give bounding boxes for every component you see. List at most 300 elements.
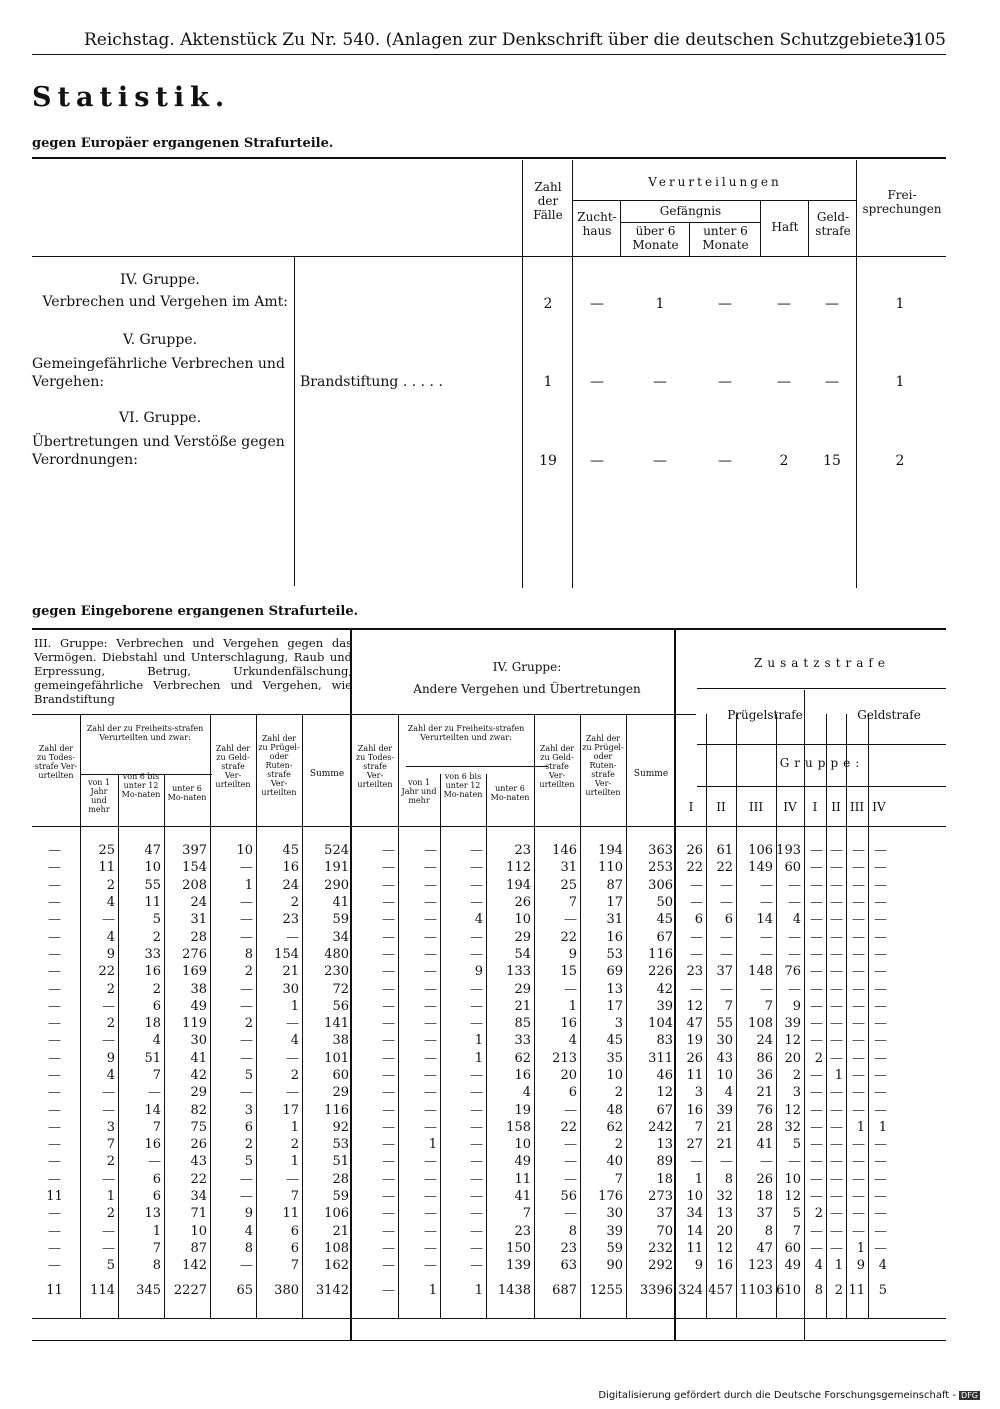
table-cell: 7 <box>614 1171 623 1187</box>
table-cell: 39 <box>716 1102 733 1118</box>
table-cell: 4 <box>244 1223 253 1239</box>
s1-value-cell: 15 <box>823 453 841 469</box>
table-cell: 150 <box>506 1240 531 1256</box>
s1-hline-verurt <box>573 200 856 201</box>
table-cell: 3 <box>106 1119 115 1135</box>
table-row <box>32 1084 890 1101</box>
table-cell: 30 <box>606 1206 623 1222</box>
table-cell: — <box>102 1102 115 1118</box>
table-cell: 7 <box>290 1189 299 1205</box>
s1-col-geldstrafe: Geld-strafe <box>815 210 851 238</box>
table-cell: 30 <box>282 981 299 997</box>
table-cell: — <box>240 1171 253 1187</box>
table-row <box>32 894 890 911</box>
table-cell: 25 <box>98 843 115 859</box>
table-cell: 1 <box>244 877 253 893</box>
table-cell: 59 <box>332 912 349 928</box>
s2-hline-gruppe <box>697 786 946 787</box>
table-cell: 273 <box>648 1189 673 1205</box>
table-row <box>32 1067 890 1084</box>
table-cell: 24 <box>756 1033 773 1049</box>
table-cell: — <box>424 1033 437 1049</box>
table-cell: 24 <box>190 895 207 911</box>
s2-hline-pruegel <box>697 744 946 745</box>
table-cell: 16 <box>560 1016 577 1032</box>
table-cell: — <box>240 998 253 1014</box>
table-cell: — <box>382 1240 395 1256</box>
table-cell: 8 <box>244 1240 253 1256</box>
table-cell: 11 <box>144 895 161 911</box>
table-cell: — <box>788 895 801 911</box>
table-cell: — <box>830 946 843 962</box>
table-cell: 38 <box>332 1033 349 1049</box>
table-cell: 4 <box>814 1258 823 1274</box>
table-cell: 2 <box>834 1282 843 1298</box>
table-cell: — <box>240 929 253 945</box>
table-cell: 34 <box>332 929 349 945</box>
table-cell: 158 <box>506 1119 531 1135</box>
table-cell: — <box>424 860 437 876</box>
table-cell: 18 <box>756 1189 773 1205</box>
s2-gruppe-numeral: I <box>812 800 818 814</box>
table-cell: 8 <box>152 1258 161 1274</box>
table-cell: 2 <box>290 895 299 911</box>
table-cell: 8 <box>568 1223 577 1239</box>
table-cell: 18 <box>656 1171 673 1187</box>
table-cell: 20 <box>784 1050 801 1066</box>
s1-vline-e <box>689 222 690 256</box>
table-cell: 20 <box>716 1223 733 1239</box>
table-cell: — <box>48 964 61 980</box>
table-cell: 4 <box>474 912 483 928</box>
table-cell: — <box>830 998 843 1014</box>
table-cell: 380 <box>274 1282 299 1298</box>
table-cell: 14 <box>686 1223 703 1239</box>
table-cell: 59 <box>606 1240 623 1256</box>
table-cell: 21 <box>756 1085 773 1101</box>
table-row <box>32 946 890 963</box>
table-cell: — <box>810 912 823 928</box>
table-cell: 146 <box>552 843 577 859</box>
table-cell: 29 <box>190 1085 207 1101</box>
table-cell: — <box>690 877 703 893</box>
table-cell: — <box>810 981 823 997</box>
table-cell: 61 <box>716 843 733 859</box>
table-cell: — <box>470 1137 483 1153</box>
table-cell: — <box>48 1206 61 1222</box>
table-cell: — <box>852 929 865 945</box>
table-cell: 112 <box>506 860 531 876</box>
table-cell: — <box>810 964 823 980</box>
table-cell: 5 <box>878 1282 887 1298</box>
table-cell: 92 <box>332 1119 349 1135</box>
table-cell: — <box>852 1223 865 1239</box>
table-cell: 6 <box>290 1240 299 1256</box>
table-cell: — <box>48 1102 61 1118</box>
table-cell: 10 <box>144 860 161 876</box>
table-cell: — <box>48 895 61 911</box>
page-title: Statistik. <box>32 82 231 113</box>
s2-gruppe-numeral: IV <box>783 800 797 814</box>
table-cell: — <box>424 1171 437 1187</box>
table-cell: — <box>690 895 703 911</box>
table-cell: 11 <box>46 1282 63 1298</box>
table-cell: 21 <box>716 1137 733 1153</box>
table-cell: 39 <box>784 1016 801 1032</box>
table-cell: 12 <box>784 1102 801 1118</box>
table-cell: 89 <box>656 1154 673 1170</box>
s1-col-ueber6: über 6 Monate <box>632 224 679 252</box>
table-cell: 5 <box>152 912 161 928</box>
table-cell: — <box>102 1085 115 1101</box>
table-cell: — <box>240 895 253 911</box>
table-row <box>32 1032 890 1049</box>
table-cell: — <box>874 1102 887 1118</box>
table-cell: 62 <box>606 1119 623 1135</box>
table-cell: — <box>424 1050 437 1066</box>
table-cell: — <box>874 998 887 1014</box>
table-cell: 22 <box>686 860 703 876</box>
table-cell: 43 <box>190 1154 207 1170</box>
table-cell: 67 <box>656 929 673 945</box>
table-cell: 1 <box>474 1282 483 1298</box>
table-cell: — <box>564 1171 577 1187</box>
table-cell: 7 <box>152 1119 161 1135</box>
table-cell: 2 <box>152 981 161 997</box>
table-cell: 42 <box>656 981 673 997</box>
table-cell: 1 <box>152 1223 161 1239</box>
table-cell: — <box>382 1223 395 1239</box>
table-cell: — <box>564 981 577 997</box>
table-cell: — <box>48 1171 61 1187</box>
table-cell: — <box>852 1206 865 1222</box>
table-cell: — <box>470 1258 483 1274</box>
table-cell: 2 <box>290 1137 299 1153</box>
table-cell: 10 <box>716 1068 733 1083</box>
table-cell: 55 <box>144 877 161 893</box>
table-cell: — <box>470 1189 483 1205</box>
dfg-logo: DFG <box>961 1391 978 1400</box>
s2-hline-groups <box>32 714 696 715</box>
table-cell: 7 <box>152 1068 161 1083</box>
table-cell: — <box>852 1171 865 1187</box>
table-cell: — <box>424 964 437 980</box>
table-cell: 11 <box>686 1240 703 1256</box>
s1-value-cell: 2 <box>779 453 789 469</box>
table-cell: — <box>874 1050 887 1066</box>
table-cell: — <box>564 1102 577 1118</box>
s1-value-cell: — <box>718 296 732 312</box>
s2-gruppe-numeral: III <box>849 800 865 814</box>
table-cell: 1 <box>834 1068 843 1083</box>
table-cell: — <box>382 860 395 876</box>
table-cell: 253 <box>648 860 673 876</box>
table-cell: — <box>382 1258 395 1274</box>
table-cell: — <box>852 1102 865 1118</box>
table-cell: 76 <box>784 964 801 980</box>
table-cell: 45 <box>606 1033 623 1049</box>
table-row <box>32 963 890 980</box>
table-cell: — <box>382 1171 395 1187</box>
table-cell: 28 <box>756 1119 773 1135</box>
table-cell: — <box>760 981 773 997</box>
table-cell: 3142 <box>315 1282 349 1298</box>
table-cell: — <box>830 895 843 911</box>
table-cell: 2 <box>614 1137 623 1153</box>
table-cell: 70 <box>656 1223 673 1239</box>
table-cell: 10 <box>784 1171 801 1187</box>
table-cell: 45 <box>656 912 673 928</box>
table-cell: — <box>564 1206 577 1222</box>
table-cell: — <box>424 981 437 997</box>
header-text: Reichstag. Aktenstück Zu Nr. 540. (Anlagen zur Denkschrift über die deutschen Schutzgebiete.) <box>84 30 915 50</box>
table-cell: 6 <box>152 998 161 1014</box>
table-cell: 13 <box>144 1206 161 1222</box>
s1-vline-h <box>856 160 857 588</box>
table-cell: — <box>48 1154 61 1170</box>
s2-gruppe-numeral: I <box>688 800 694 814</box>
table-cell: 1 <box>474 1033 483 1049</box>
table-cell: 4 <box>878 1258 887 1274</box>
table-cell: — <box>852 1189 865 1205</box>
table-cell: 12 <box>686 998 703 1014</box>
s1-value-cell: 1 <box>655 296 665 312</box>
table-cell: — <box>424 1154 437 1170</box>
s2-col-header: unter 6 Mo-naten <box>490 784 530 802</box>
table-cell: 687 <box>552 1282 577 1298</box>
table-cell: — <box>852 877 865 893</box>
table-cell: 15 <box>560 964 577 980</box>
table-cell: 16 <box>514 1068 531 1083</box>
table-cell: 37 <box>656 1206 673 1222</box>
table-cell: — <box>874 1068 887 1083</box>
table-cell: 76 <box>756 1102 773 1118</box>
table-cell: 10 <box>190 1223 207 1239</box>
table-cell: 311 <box>648 1050 673 1066</box>
table-cell: 2 <box>614 1085 623 1101</box>
table-cell: — <box>48 1016 61 1032</box>
s2-col-header: Zahl der zu Todes-strafe Ver-urteilten <box>355 744 395 789</box>
table-cell: 10 <box>686 1189 703 1205</box>
table-cell: 34 <box>686 1206 703 1222</box>
table-cell: — <box>874 1016 887 1032</box>
table-cell: 110 <box>598 860 623 876</box>
table-cell: 14 <box>144 1102 161 1118</box>
table-cell: — <box>382 1016 395 1032</box>
table-cell: — <box>852 895 865 911</box>
table-cell: — <box>48 843 61 859</box>
table-cell: — <box>424 1085 437 1101</box>
table-cell: — <box>810 929 823 945</box>
table-cell: 3 <box>614 1016 623 1032</box>
table-cell: 7 <box>290 1258 299 1274</box>
s1-row-group: V. Gruppe. <box>122 332 198 348</box>
table-cell: 7 <box>724 998 733 1014</box>
table-cell: — <box>810 1223 823 1239</box>
table-cell: — <box>852 964 865 980</box>
table-cell: 39 <box>656 998 673 1014</box>
s2-gruppe-numeral: III <box>748 800 764 814</box>
s1-col-zahl: Zahl der Fälle <box>533 180 563 222</box>
s1-vline-b <box>522 160 523 588</box>
table-cell: 48 <box>606 1102 623 1118</box>
s2-col-header: Zahl der zu Geld-strafe Ver-urteilten <box>539 744 575 789</box>
table-cell: — <box>148 1154 161 1170</box>
footer <box>598 1390 980 1401</box>
table-cell: 6 <box>694 912 703 928</box>
table-cell: — <box>852 981 865 997</box>
table-cell: 86 <box>756 1050 773 1066</box>
table-cell: 60 <box>332 1068 349 1083</box>
s1-value-cell: — <box>718 374 732 390</box>
table-cell: — <box>102 1033 115 1049</box>
table-cell: 30 <box>190 1033 207 1049</box>
table-cell: 4 <box>106 895 115 911</box>
table-cell: — <box>382 912 395 928</box>
table-cell: 8 <box>244 946 253 962</box>
table-cell: — <box>470 1206 483 1222</box>
s1-hline-gef <box>621 222 760 223</box>
table-cell: 4 <box>106 929 115 945</box>
s2-col-header: von 6 bis unter 12 Mo-naten <box>121 772 161 799</box>
table-cell: 4 <box>724 1085 733 1101</box>
table-cell: — <box>720 895 733 911</box>
s1-value-cell: — <box>653 374 667 390</box>
table-cell: 290 <box>324 877 349 893</box>
table-cell: — <box>382 1102 395 1118</box>
table-cell: — <box>564 912 577 928</box>
table-cell: — <box>874 981 887 997</box>
table-cell: — <box>830 929 843 945</box>
table-cell: — <box>424 929 437 945</box>
table-cell: 30 <box>716 1033 733 1049</box>
table-row <box>32 1171 890 1188</box>
s2-col-header: Zahl der zu Freiheits-strafen Verurteilten und zwar: <box>86 724 204 742</box>
table-cell: 33 <box>514 1033 531 1049</box>
table-cell: 9 <box>106 1050 115 1066</box>
table-cell: 1 <box>694 1171 703 1187</box>
table-cell: 19 <box>686 1033 703 1049</box>
table-cell: 37 <box>716 964 733 980</box>
table-cell: — <box>810 843 823 859</box>
table-cell: 139 <box>506 1258 531 1274</box>
table-cell: 29 <box>514 981 531 997</box>
table-cell: 7 <box>792 1223 801 1239</box>
table-cell: — <box>830 860 843 876</box>
s1-value-cell: — <box>590 453 604 469</box>
s1-value-cell: 2 <box>895 453 905 469</box>
table-cell: 149 <box>748 860 773 876</box>
table-cell: 5 <box>792 1137 801 1153</box>
table-row <box>32 1223 890 1240</box>
table-cell: — <box>48 1240 61 1256</box>
table-cell: 82 <box>190 1102 207 1118</box>
table-cell: — <box>424 1189 437 1205</box>
table-cell: 2 <box>106 981 115 997</box>
table-cell: 2 <box>814 1050 823 1066</box>
table-cell: 2 <box>244 1137 253 1153</box>
table-cell: — <box>424 1258 437 1274</box>
table-cell: 10 <box>606 1068 623 1083</box>
section2-top-rule <box>32 628 946 630</box>
table-cell: 55 <box>716 1016 733 1032</box>
table-cell: 9 <box>856 1258 865 1274</box>
table-cell: 524 <box>324 843 349 859</box>
table-cell: 2 <box>106 1206 115 1222</box>
table-cell: 28 <box>190 929 207 945</box>
table-cell: 12 <box>784 1189 801 1205</box>
table-cell: 11 <box>98 860 115 876</box>
table-cell: — <box>810 998 823 1014</box>
table-row <box>32 1050 890 1067</box>
table-cell: 22 <box>190 1171 207 1187</box>
table-cell: 6 <box>724 912 733 928</box>
table-cell: — <box>720 929 733 945</box>
table-cell: 230 <box>324 964 349 980</box>
s2-col-header: von 1 Jahr und mehr <box>87 778 111 814</box>
table-cell: — <box>470 1154 483 1170</box>
table-cell: — <box>470 1102 483 1118</box>
table-cell: — <box>424 946 437 962</box>
table-cell: 176 <box>598 1189 623 1205</box>
table-row <box>32 1119 890 1136</box>
table-cell: 213 <box>552 1050 577 1066</box>
s1-value-cell: — <box>653 453 667 469</box>
table-cell: — <box>874 877 887 893</box>
table-cell: — <box>470 1085 483 1101</box>
table-cell: — <box>382 1282 395 1298</box>
table-row <box>32 1015 890 1032</box>
table-cell: 39 <box>606 1223 623 1239</box>
table-cell: 31 <box>606 912 623 928</box>
table-cell: — <box>788 1154 801 1170</box>
table-row <box>32 980 890 997</box>
table-cell: — <box>470 946 483 962</box>
section1-top-rule <box>32 157 946 159</box>
s1-value-cell: — <box>825 374 839 390</box>
table-cell: — <box>424 1016 437 1032</box>
table-cell: 9 <box>474 964 483 980</box>
table-cell: — <box>852 860 865 876</box>
table-cell: — <box>102 1240 115 1256</box>
table-cell: — <box>240 1189 253 1205</box>
table-cell: — <box>424 1223 437 1239</box>
table-cell: 31 <box>560 860 577 876</box>
table-cell: 2 <box>106 877 115 893</box>
table-cell: 1 <box>856 1119 865 1135</box>
table-cell: — <box>874 1171 887 1187</box>
table-cell: — <box>720 1154 733 1170</box>
table-cell: 7 <box>106 1137 115 1153</box>
table-cell: — <box>424 1119 437 1135</box>
table-cell: — <box>830 843 843 859</box>
table-cell: 21 <box>514 998 531 1014</box>
table-cell: — <box>286 1085 299 1101</box>
table-cell: — <box>470 843 483 859</box>
table-cell: — <box>48 1068 61 1083</box>
table-cell: — <box>48 981 61 997</box>
table-cell: — <box>424 1206 437 1222</box>
table-row <box>32 1188 890 1205</box>
table-cell: 17 <box>606 998 623 1014</box>
table-cell: — <box>564 1137 577 1153</box>
table-cell: — <box>874 1223 887 1239</box>
table-cell: 23 <box>514 843 531 859</box>
table-cell: 108 <box>748 1016 773 1032</box>
table-cell: — <box>874 1137 887 1153</box>
table-cell: — <box>810 860 823 876</box>
table-cell: 13 <box>716 1206 733 1222</box>
